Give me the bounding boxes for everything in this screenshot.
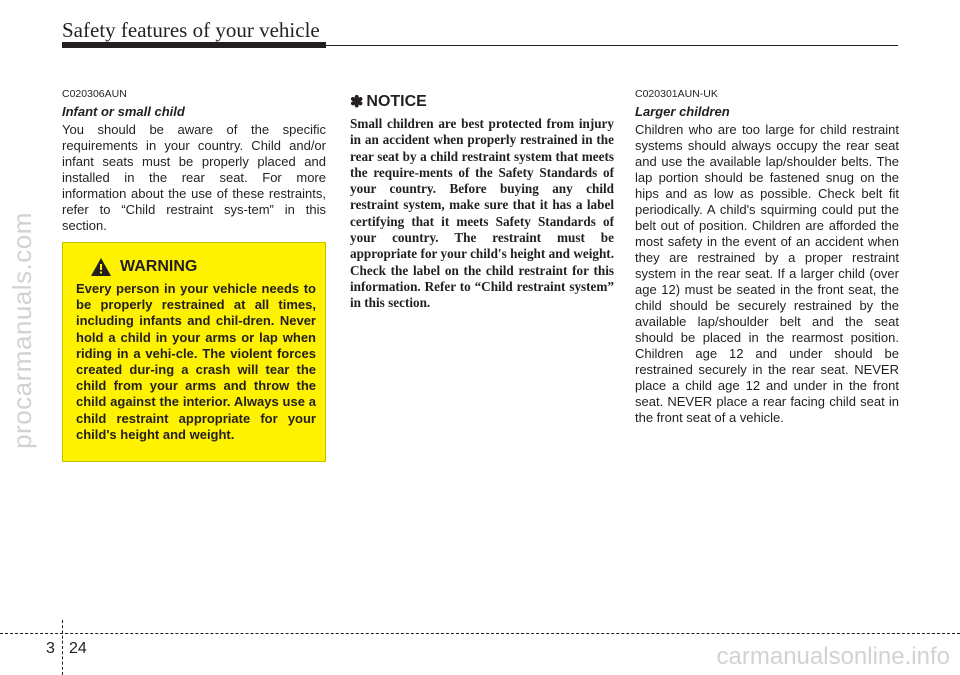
page-chapter-number: 3 bbox=[46, 640, 55, 657]
page-number: 24 bbox=[69, 640, 87, 657]
warning-header bbox=[76, 257, 316, 277]
section-code-right: C020301AUN-UK bbox=[635, 88, 718, 100]
body-text-left: You should be aware of the specific requirements in your country. Child and/or infant seats must be properly placed and installed in the rear seat. For more information about the use of these restraints, refer to “Child restraint sys-tem” in this section. bbox=[62, 122, 326, 233]
warning-triangle-icon bbox=[90, 257, 112, 277]
bottom-watermark: carmanualsonline.info bbox=[716, 643, 950, 670]
footer-vertical-divider bbox=[62, 620, 63, 675]
side-watermark-text: procarmanuals.com bbox=[6, 211, 37, 449]
warning-box bbox=[62, 242, 326, 462]
footer-dashed-rule bbox=[0, 633, 960, 634]
page-header-title: Safety features of your vehicle bbox=[62, 18, 320, 42]
right-column bbox=[635, 88, 899, 426]
warning-text: Every person in your vehicle needs to be properly restrained at all times, including infants and chil-dren. Never hold a child in your arms or lap when riding in a vehi-cle. The violent forces created dur-ing a crash will tear the child from your arms and throw the child against the interior. Always use a child restraint appropriate for your child's height and weight. bbox=[76, 281, 316, 442]
side-watermark bbox=[2, 150, 42, 510]
subheading-larger-children: Larger children bbox=[635, 104, 730, 119]
notice-star-icon: ✽ bbox=[350, 94, 364, 111]
subheading-infant: Infant or small child bbox=[62, 104, 185, 119]
body-text-right: Children who are too large for child restraint systems should always occupy the rear seat and use the available lap/shoulder belts. The lap portion should be fastened snug on the hips and as low as possible. Check belt fit periodically. A child's squirming could put the belt out of position. Children are afforded the most safety in the event of an accident when they are restrained by a proper restraint system in the rear seat. If a larger child (over age 12) must be seated in the front seat, the child should be securely restrained by the available lap/shoulder belt and the seat should be placed in the rearmost position. Children age 12 and under should be restrained securely in the rear seat. NEVER place a child age 12 and under in the front seat. NEVER place a rear facing child seat in the front seat of a vehicle. bbox=[635, 122, 899, 425]
left-column bbox=[62, 88, 326, 234]
notice-heading bbox=[350, 92, 614, 112]
notice-text: Small children are best protected from injury in an accident when properly restrained in the rear seat by a child restraint system that meets the require-ments of the Safety Standards of your country. Before buying any child restraint system, make sure that it has a label certifying that it meets Safety Standards of your country. The restraint must be appropriate for your child's height and weight. Check the label on the child restraint for this information. Refer to “Child restraint system” in this section. bbox=[350, 116, 614, 311]
warning-title: WARNING bbox=[120, 258, 198, 275]
header-rule bbox=[62, 45, 898, 46]
middle-column bbox=[350, 88, 614, 312]
section-code-left: C020306AUN bbox=[62, 88, 127, 100]
notice-title: NOTICE bbox=[366, 93, 427, 110]
